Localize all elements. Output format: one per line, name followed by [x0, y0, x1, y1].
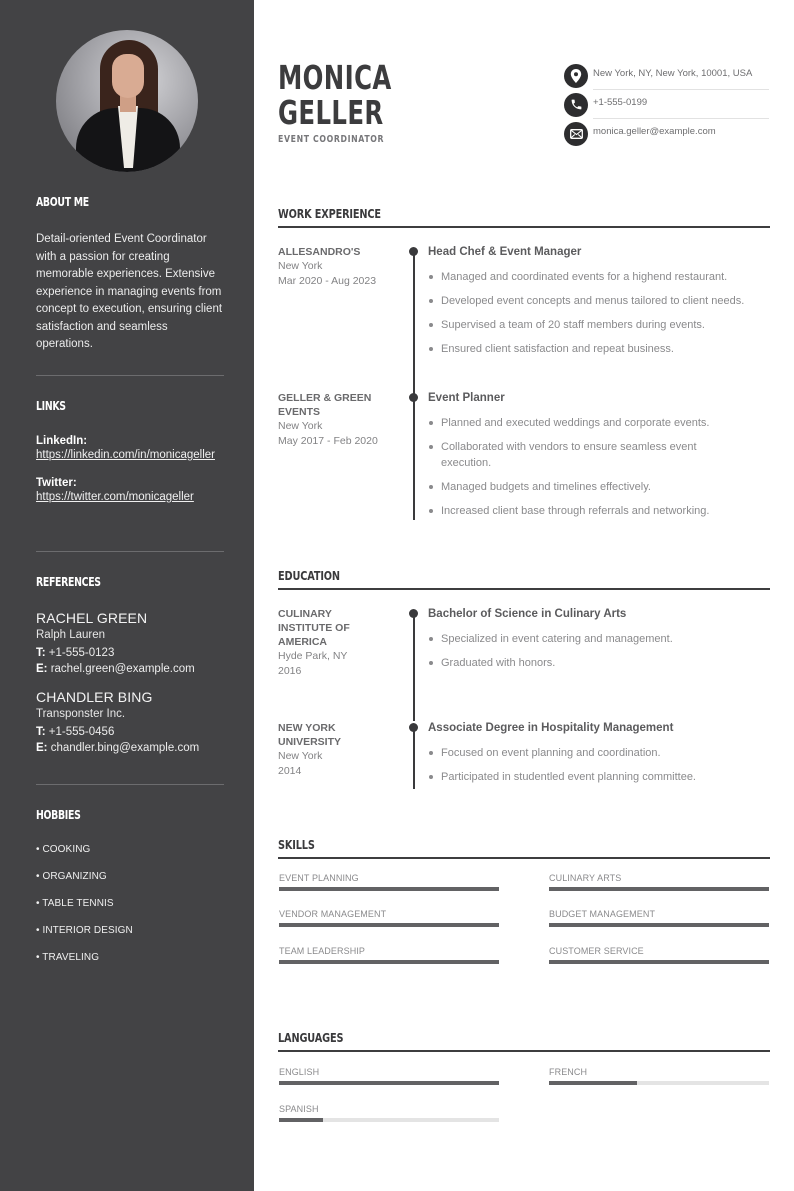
- timeline-dot: [409, 609, 418, 618]
- linkedin-link[interactable]: https://linkedin.com/in/monicageller: [36, 449, 215, 461]
- email-prefix: E:: [36, 742, 48, 754]
- reference-email: [36, 661, 224, 677]
- work-role: Event Planner: [428, 392, 505, 404]
- skill-bar-track: [549, 960, 769, 964]
- bullet-item: Managed and coordinated events for a highend restaurant.: [428, 269, 773, 285]
- languages-heading: LANGUAGES: [278, 1030, 344, 1045]
- skill-name: VENDOR MANAGEMENT: [279, 909, 387, 919]
- section-rule: [278, 588, 770, 590]
- phone-prefix: T:: [36, 647, 46, 659]
- skill-item: [279, 909, 499, 927]
- phone-value: +1-555-0456: [48, 726, 115, 738]
- skill-bar-track: [279, 887, 499, 891]
- skill-bar-fill: [279, 887, 499, 891]
- bullet-item: Graduated with honors.: [428, 655, 773, 671]
- skill-item: [549, 873, 769, 891]
- work-dates: May 2017 - Feb 2020: [278, 434, 378, 447]
- contact-email: [564, 119, 769, 148]
- work-heading: WORK EXPERIENCE: [278, 206, 381, 221]
- language-item: [279, 1104, 499, 1122]
- timeline-dot: [409, 247, 418, 256]
- contact-phone: [564, 90, 769, 119]
- reference-email: [36, 740, 224, 756]
- work-org: ALLESANDRO'S: [278, 246, 361, 258]
- reference-company: Transponster Inc.: [36, 708, 126, 720]
- last-name: GELLER: [278, 93, 384, 132]
- reference-item: [36, 689, 224, 756]
- email-value: chandler.bing@example.com: [50, 742, 200, 754]
- skill-bar-track: [549, 923, 769, 927]
- education-meta: [278, 721, 393, 778]
- main-content: [254, 0, 794, 1191]
- contact-address: [564, 61, 769, 90]
- links-heading: LINKS: [36, 399, 66, 413]
- skill-item: [279, 873, 499, 891]
- education-org: CULINARY INSTITUTE OF AMERICA: [278, 608, 350, 648]
- bullet-item: Developed event concepts and menus tailored to client needs.: [428, 293, 773, 309]
- skill-name: CULINARY ARTS: [549, 873, 622, 883]
- bullet-item: Supervised a team of 20 staff members during events.: [428, 317, 773, 333]
- language-name: FRENCH: [549, 1067, 588, 1077]
- timeline-line: [413, 725, 415, 789]
- skill-name: CUSTOMER SERVICE: [549, 946, 644, 956]
- skill-bar-track: [549, 887, 769, 891]
- work-location: New York: [278, 260, 323, 272]
- reference-item: [36, 610, 224, 677]
- bullet-item: Focused on event planning and coordination.: [428, 745, 773, 761]
- education-dates: 2014: [278, 764, 302, 777]
- timeline-dot: [409, 723, 418, 732]
- divider: [36, 551, 224, 552]
- reference-phone: [36, 724, 224, 740]
- contact-list: [564, 61, 769, 148]
- education-degree: Bachelor of Science in Culinary Arts: [428, 608, 627, 620]
- section-rule: [278, 1050, 770, 1052]
- bullet-item: Specialized in event catering and management.: [428, 631, 773, 647]
- divider: [36, 784, 224, 785]
- language-item: [549, 1067, 769, 1085]
- work-details: [428, 391, 773, 527]
- phone-prefix: T:: [36, 726, 46, 738]
- reference-name: CHANDLER BING: [36, 689, 153, 705]
- skill-item: [549, 946, 769, 964]
- bullet-item: Increased client base through referrals and networking.: [428, 503, 748, 519]
- skill-bar-track: [279, 923, 499, 927]
- timeline-line: [413, 611, 415, 721]
- timeline-dot: [409, 393, 418, 402]
- skill-item: [279, 946, 499, 964]
- work-details: [428, 245, 773, 365]
- language-bar-track: [279, 1081, 499, 1085]
- language-item: [279, 1067, 499, 1085]
- hobby-item: • ORGANIZING: [36, 871, 107, 882]
- hobby-item: • TABLE TENNIS: [36, 898, 114, 909]
- reference-company: Ralph Lauren: [36, 629, 106, 641]
- section-rule: [278, 226, 770, 228]
- language-bar-track: [549, 1081, 769, 1085]
- bullet-item: Managed budgets and timelines effectively.: [428, 479, 748, 495]
- phone-link[interactable]: +1-555-0199: [593, 90, 769, 119]
- phone-value: +1-555-0123: [48, 647, 115, 659]
- bullet-item: Ensured client satisfaction and repeat business.: [428, 341, 773, 357]
- education-details: [428, 607, 773, 679]
- skill-item: [549, 909, 769, 927]
- timeline-line: [413, 249, 415, 397]
- language-bar-fill: [549, 1081, 637, 1085]
- bullet-item: Participated in studentled event planning committee.: [428, 769, 773, 785]
- skill-bar-fill: [549, 923, 769, 927]
- education-dates: 2016: [278, 664, 302, 677]
- language-bar-fill: [279, 1081, 499, 1085]
- references-section: [36, 575, 224, 756]
- language-bar-fill: [279, 1118, 323, 1122]
- phone-icon: [564, 93, 588, 117]
- email-link[interactable]: monica.geller@example.com: [593, 126, 716, 137]
- hobby-item: • COOKING: [36, 844, 91, 855]
- skill-bar-fill: [549, 960, 769, 964]
- address-text: New York, NY, New York, 10001, USA: [593, 61, 769, 90]
- education-location: New York: [278, 750, 323, 762]
- skill-bar-fill: [549, 887, 769, 891]
- work-location: New York: [278, 420, 323, 432]
- link-twitter: [36, 477, 224, 505]
- skill-name: EVENT PLANNING: [279, 873, 359, 883]
- language-name: ENGLISH: [279, 1067, 320, 1077]
- avatar: [56, 30, 198, 172]
- work-bullets: [428, 269, 773, 357]
- email-value: rachel.green@example.com: [50, 663, 195, 675]
- link-linkedin: [36, 435, 224, 463]
- skills-heading: SKILLS: [278, 837, 315, 852]
- bullet-item: Planned and executed weddings and corporate events.: [428, 415, 748, 431]
- avatar-face: [112, 54, 144, 98]
- language-bar-track: [279, 1118, 499, 1122]
- section-rule: [278, 857, 770, 859]
- education-meta: [278, 607, 393, 678]
- education-bullets: [428, 745, 773, 785]
- skill-bar-fill: [279, 923, 499, 927]
- education-location: Hyde Park, NY: [278, 650, 348, 662]
- language-name: SPANISH: [279, 1104, 319, 1114]
- location-pin-icon: [564, 64, 588, 88]
- hobby-item: • INTERIOR DESIGN: [36, 925, 133, 936]
- skill-bar-track: [279, 960, 499, 964]
- skill-bar-fill: [279, 960, 499, 964]
- skill-name: BUDGET MANAGEMENT: [549, 909, 656, 919]
- hobbies-list: [36, 844, 224, 979]
- first-name: MONICA: [278, 58, 392, 97]
- education-org: NEW YORK UNIVERSITY: [278, 722, 342, 748]
- job-title: EVENT COORDINATOR: [278, 134, 385, 145]
- sidebar: [0, 0, 254, 1191]
- full-name: [278, 60, 392, 130]
- education-bullets: [428, 631, 773, 671]
- education-details: [428, 721, 773, 793]
- hobby-item: • TRAVELING: [36, 952, 100, 963]
- link-label: LinkedIn:: [36, 435, 88, 447]
- work-role: Head Chef & Event Manager: [428, 246, 582, 258]
- about-text: Detail-oriented Event Coordinator with a passion for creating memorable experiences. Extensive experience in managing events from concept to execution, ensuring client satisfaction and seamless operations.: [36, 233, 223, 350]
- timeline-line: [413, 395, 415, 520]
- work-org: GELLER & GREEN EVENTS: [278, 392, 372, 418]
- about-heading: ABOUT ME: [36, 195, 89, 209]
- references-heading: REFERENCES: [36, 575, 101, 589]
- reference-name: RACHEL GREEN: [36, 610, 148, 626]
- email-prefix: E:: [36, 663, 48, 675]
- work-meta: [278, 245, 393, 288]
- work-dates: Mar 2020 - Aug 2023: [278, 274, 377, 287]
- divider: [36, 375, 224, 376]
- links-section: [36, 399, 224, 505]
- hobbies-heading: HOBBIES: [36, 808, 81, 822]
- education-heading: EDUCATION: [278, 568, 340, 583]
- bullet-item: Collaborated with vendors to ensure seamless event execution.: [428, 439, 748, 471]
- education-degree: Associate Degree in Hospitality Management: [428, 722, 674, 734]
- about-section: [36, 195, 224, 354]
- link-label: Twitter:: [36, 477, 77, 489]
- hobbies-section: [36, 808, 224, 979]
- twitter-link[interactable]: https://twitter.com/monicageller: [36, 491, 194, 503]
- work-meta: [278, 391, 393, 448]
- work-bullets: [428, 415, 748, 519]
- reference-phone: [36, 645, 224, 661]
- skill-name: TEAM LEADERSHIP: [279, 946, 366, 956]
- envelope-icon: [564, 122, 588, 146]
